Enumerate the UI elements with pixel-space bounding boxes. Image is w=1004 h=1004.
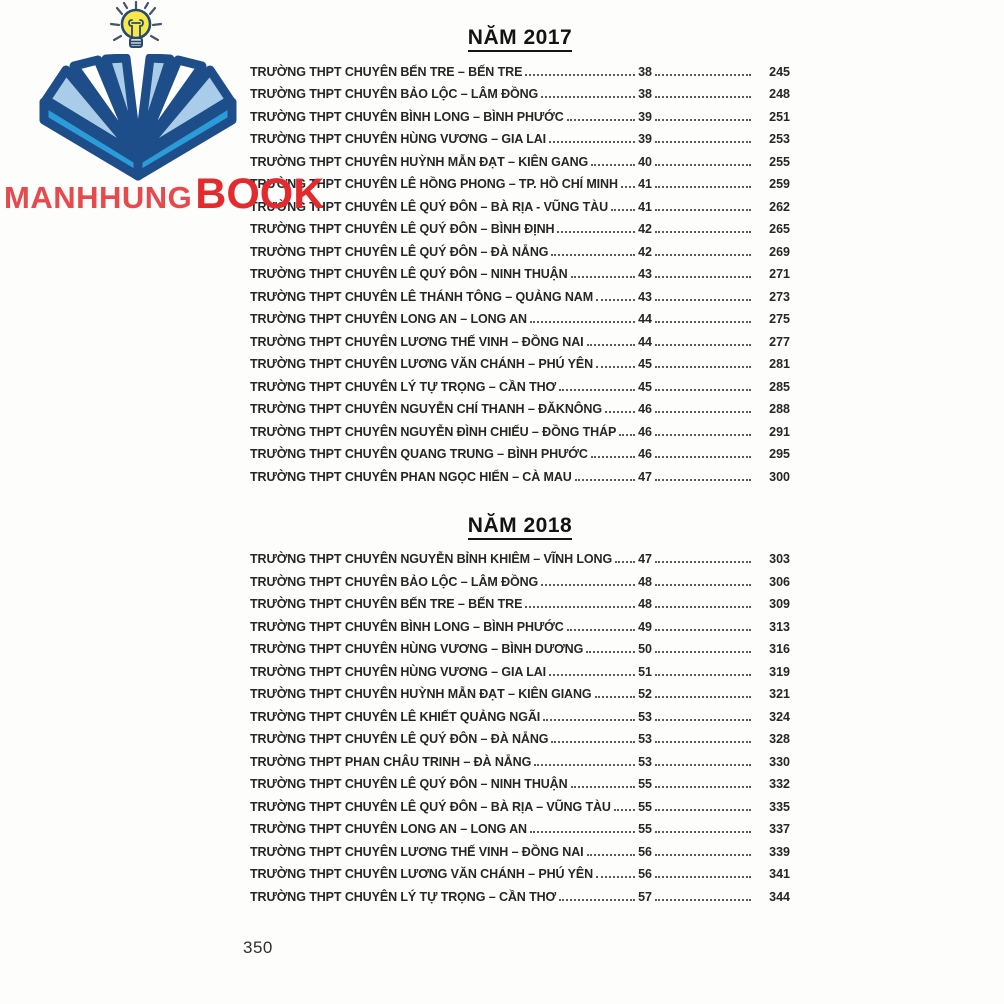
dot-leader [655,186,751,188]
dot-leader [541,96,635,98]
dot-leader [655,809,751,811]
toc-entry [250,769,790,792]
entry-exam-page: 56 [638,867,652,881]
dot-leader [586,651,635,653]
entry-exam-page: 56 [638,844,652,859]
dot-leader [655,629,751,631]
entry-answer-page: 341 [769,867,790,881]
entry-answer-page: 291 [769,424,790,439]
entry-answer-page: 335 [769,799,790,814]
dot-leader [655,899,751,901]
dot-leader [605,411,635,413]
dot-leader [655,254,751,256]
toc-entry [250,281,790,304]
dot-leader [530,831,635,833]
toc-entry [250,656,790,679]
toc-entry [250,371,790,394]
brand-text-manhhung: MANHHUNG [4,180,193,215]
toc-entry [250,746,790,769]
toc-entry [250,79,790,102]
entry-answer-page: 306 [769,574,790,589]
entry-exam-page: 41 [638,199,652,214]
entry-exam-page: 52 [638,687,652,701]
entry-answer-page: 275 [769,312,790,326]
entry-answer-page: 281 [769,357,790,371]
entry-title: TRƯỜNG THPT CHUYÊN LÊ HỒNG PHONG – TP. HỒ CHÍ MINH [250,177,618,191]
entry-answer-page: 324 [769,709,790,724]
dot-leader [551,254,635,256]
toc-entry [250,791,790,814]
toc-entry [250,101,790,124]
entry-exam-page: 47 [638,469,652,484]
toc-entry [250,259,790,282]
dot-leader [655,411,751,413]
entry-answer-page: 285 [769,379,790,394]
dot-leader [655,584,751,586]
entry-exam-page: 38 [638,87,652,101]
entry-title: TRƯỜNG THPT CHUYÊN BẢO LỘC – LÂM ĐỒNG [250,574,539,589]
entry-title: TRƯỜNG THPT CHUYÊN PHAN NGỌC HIỂN – CÀ MAU [250,469,572,484]
entry-exam-page: 38 [638,64,652,79]
dot-leader [549,141,635,143]
entry-exam-page: 48 [638,597,652,611]
section-heading-text: NĂM 2018 [468,514,572,540]
entry-title: TRƯỜNG THPT CHUYÊN HÙNG VƯƠNG – BÌNH DƯƠNG [250,642,584,656]
toc-entry [250,214,790,237]
entry-exam-page: 50 [638,642,652,656]
entry-answer-page: 309 [769,597,790,611]
dot-leader [614,809,635,811]
section-heading-2018 [250,514,790,538]
dot-leader [596,366,635,368]
brand-wordmark [4,170,324,219]
dot-leader [655,786,751,788]
entry-title: TRƯỜNG THPT CHUYÊN BẾN TRE – BẾN TRE [250,597,523,611]
entry-title: TRƯỜNG THPT CHUYÊN BÌNH LONG – BÌNH PHƯỚC [250,619,564,634]
entry-exam-page: 53 [638,754,652,769]
toc-entry [250,566,790,589]
entry-answer-page: 269 [769,244,790,259]
open-book-icon [36,54,240,182]
dot-leader [567,629,635,631]
entry-answer-page: 316 [769,642,790,656]
manhhung-book-logo [0,0,325,238]
entry-answer-page: 277 [769,334,790,349]
entry-exam-page: 46 [638,402,652,416]
toc-entry [250,56,790,79]
entry-answer-page: 262 [769,199,790,214]
dot-leader [587,344,636,346]
entry-exam-page: 41 [638,177,652,191]
dot-leader [655,764,751,766]
entry-exam-page: 57 [638,889,652,904]
dot-leader [655,209,751,211]
entry-answer-page: 337 [769,822,790,836]
entry-exam-page: 39 [638,132,652,146]
entry-title: TRƯỜNG THPT CHUYÊN HÙNG VƯƠNG – GIA LAI [250,132,547,146]
toc-entry [250,589,790,612]
entry-title: TRƯỜNG THPT CHUYÊN BẾN TRE – BẾN TRE [250,64,523,79]
entry-title: TRƯỜNG THPT CHUYÊN LÊ THÁNH TÔNG – QUẢNG NAM [250,289,594,304]
entry-exam-page: 43 [638,289,652,304]
entry-title: TRƯỜNG THPT CHUYÊN LƯƠNG VĂN CHÁNH – PHÚ YÊN [250,357,594,371]
toc-entry [250,544,790,567]
entry-title: TRƯỜNG THPT CHUYÊN NGUYỄN CHÍ THANH – ĐĂKNÔNG [250,402,602,416]
entry-exam-page: 46 [638,424,652,439]
dot-leader [655,321,751,323]
section-heading-text: NĂM 2017 [468,26,572,52]
entry-exam-page: 55 [638,799,652,814]
dot-leader [525,74,635,76]
entry-answer-page: 245 [769,64,790,79]
section-heading-2017 [250,26,790,50]
entry-title: TRƯỜNG THPT CHUYÊN HUỲNH MẪN ĐẠT – KIÊN GANG [250,154,589,169]
entry-exam-page: 40 [638,154,652,169]
toc-entry [250,349,790,372]
entry-answer-page: 251 [769,109,790,124]
toc-entry [250,416,790,439]
dot-leader [530,321,635,323]
entry-answer-page: 273 [769,289,790,304]
toc-entry [250,679,790,702]
dot-leader [557,231,635,233]
toc-entry [250,304,790,327]
dot-leader [541,584,635,586]
toc-entry [250,724,790,747]
entry-exam-page: 45 [638,357,652,371]
toc-section-2018 [250,514,790,904]
dot-leader [655,366,751,368]
dot-leader [549,674,635,676]
entry-title: TRƯỜNG THPT CHUYÊN LƯƠNG THẾ VINH – ĐỒNG NAI [250,844,584,859]
entry-title: TRƯỜNG THPT PHAN CHÂU TRINH – ĐÀ NẴNG [250,754,532,769]
dot-leader [655,606,751,608]
dot-leader [655,719,751,721]
entry-answer-page: 295 [769,447,790,461]
entry-title: TRƯỜNG THPT CHUYÊN BÌNH LONG – BÌNH PHƯỚC [250,109,564,124]
entry-title: TRƯỜNG THPT CHUYÊN LÊ QUÝ ĐÔN – BÌNH ĐỊNH [250,222,555,236]
dot-leader [559,899,635,901]
dot-leader [655,561,751,563]
entry-title: TRƯỜNG THPT CHUYÊN LÊ QUÝ ĐÔN – ĐÀ NẴNG [250,244,549,259]
dot-leader [655,299,751,301]
dot-leader [655,651,751,653]
toc-entry [250,701,790,724]
toc-section-2017 [250,26,790,484]
dot-leader [587,854,636,856]
entry-title: TRƯỜNG THPT CHUYÊN LÊ QUÝ ĐÔN – BÀ RỊA - VŨNG TÀU [250,199,609,214]
dot-leader [655,741,751,743]
entry-exam-page: 48 [638,574,652,589]
dot-leader [571,786,636,788]
entry-title: TRƯỜNG THPT CHUYÊN HUỲNH MẪN ĐẠT – KIÊN GIANG [250,687,592,701]
entry-title: TRƯỜNG THPT CHUYÊN LƯƠNG VĂN CHÁNH – PHÚ YÊN [250,867,594,881]
dot-leader [655,854,751,856]
entry-title: TRƯỜNG THPT CHUYÊN NGUYỄN ĐÌNH CHIẾU – ĐỒNG THÁP [250,424,617,439]
entry-answer-page: 271 [769,267,790,281]
toc-entry [250,191,790,214]
entry-answer-page: 313 [769,619,790,634]
entry-answer-page: 321 [769,687,790,701]
entry-answer-page: 300 [769,469,790,484]
dot-leader [595,696,636,698]
entry-title: TRƯỜNG THPT CHUYÊN NGUYỄN BỈNH KHIÊM – VĨNH LONG [250,552,613,566]
entry-title: TRƯỜNG THPT CHUYÊN LÊ QUÝ ĐÔN – NINH THUẬN [250,777,568,791]
dot-leader [575,479,635,481]
brand-text-book: BOOK [195,170,325,218]
dot-leader [619,434,635,436]
dot-leader [591,164,635,166]
dot-leader [655,344,751,346]
toc-entry [250,326,790,349]
dot-leader [655,164,751,166]
toc-entry [250,634,790,657]
dot-leader [596,876,635,878]
entry-title: TRƯỜNG THPT CHUYÊN LÊ QUÝ ĐÔN – ĐÀ NẴNG [250,732,549,746]
dot-leader [655,831,751,833]
entry-answer-page: 328 [769,732,790,746]
toc-entry [250,124,790,147]
toc-entry [250,439,790,462]
entry-answer-page: 259 [769,177,790,191]
toc-entry [250,394,790,417]
entry-exam-page: 42 [638,244,652,259]
entry-exam-page: 39 [638,109,652,124]
dot-leader [551,741,635,743]
entry-exam-page: 53 [638,709,652,724]
entry-answer-page: 253 [769,132,790,146]
entry-exam-page: 45 [638,379,652,394]
entry-exam-page: 55 [638,777,652,791]
entry-answer-page: 255 [769,154,790,169]
dot-leader [655,456,751,458]
dot-leader [655,434,751,436]
dot-leader [543,719,635,721]
page-number: 350 [243,938,273,957]
toc-entry [250,814,790,837]
dot-leader [621,186,635,188]
dot-leader [655,74,751,76]
dot-leader [655,479,751,481]
toc-list-2018 [250,544,790,904]
entry-title: TRƯỜNG THPT CHUYÊN LONG AN – LONG AN [250,822,527,836]
entry-exam-page: 46 [638,447,652,461]
entry-exam-page: 43 [638,267,652,281]
dot-leader [655,876,751,878]
entry-title: TRƯỜNG THPT CHUYÊN HÙNG VƯƠNG – GIA LAI [250,664,547,679]
toc-list-2017 [250,56,790,484]
dot-leader [567,119,635,121]
dot-leader [655,96,751,98]
toc-entry [250,236,790,259]
entry-answer-page: 330 [769,754,790,769]
dot-leader [615,561,635,563]
toc-entry [250,146,790,169]
dot-leader [596,299,635,301]
entry-title: TRƯỜNG THPT CHUYÊN QUANG TRUNG – BÌNH PHƯỚC [250,447,588,461]
table-of-contents [250,26,790,904]
entry-title: TRƯỜNG THPT CHUYÊN LONG AN – LONG AN [250,312,527,326]
entry-title: TRƯỜNG THPT CHUYÊN LÊ QUÝ ĐÔN – BÀ RỊA – VŨNG TÀU [250,799,611,814]
dot-leader [611,209,635,211]
entry-answer-page: 288 [769,402,790,416]
dot-leader [655,696,751,698]
dot-leader [525,606,635,608]
dot-leader [655,674,751,676]
toc-entry [250,169,790,192]
toc-entry [250,881,790,904]
entry-answer-page: 248 [769,87,790,101]
dot-leader [655,231,751,233]
dot-leader [655,141,751,143]
entry-answer-page: 265 [769,222,790,236]
entry-title: TRƯỜNG THPT CHUYÊN LÊ QUÝ ĐÔN – NINH THUẬN [250,267,568,281]
entry-answer-page: 319 [769,664,790,679]
dot-leader [655,119,751,121]
entry-title: TRƯỜNG THPT CHUYÊN LÝ TỰ TRỌNG – CẦN THƠ [250,889,557,904]
entry-exam-page: 42 [638,222,652,236]
entry-title: TRƯỜNG THPT CHUYÊN LÝ TỰ TRỌNG – CẦN THƠ [250,379,557,394]
entry-title: TRƯỜNG THPT CHUYÊN LƯƠNG THẾ VINH – ĐỒNG NAI [250,334,584,349]
dot-leader [655,276,751,278]
dot-leader [591,456,635,458]
dot-leader [571,276,636,278]
entry-answer-page: 339 [769,844,790,859]
entry-exam-page: 44 [638,334,652,349]
entry-exam-page: 51 [638,664,652,679]
dot-leader [655,389,751,391]
entry-title: TRƯỜNG THPT CHUYÊN LÊ KHIẾT QUẢNG NGÃI [250,709,541,724]
entry-answer-page: 303 [769,552,790,566]
entry-exam-page: 55 [638,822,652,836]
toc-entry [250,859,790,882]
entry-exam-page: 44 [638,312,652,326]
dot-leader [559,389,635,391]
toc-entry [250,461,790,484]
entry-answer-page: 332 [769,777,790,791]
entry-exam-page: 47 [638,552,652,566]
entry-exam-page: 49 [638,619,652,634]
entry-answer-page: 344 [769,889,790,904]
toc-entry [250,836,790,859]
dot-leader [534,764,635,766]
entry-exam-page: 53 [638,732,652,746]
toc-entry [250,611,790,634]
entry-title: TRƯỜNG THPT CHUYÊN BẢO LỘC – LÂM ĐỒNG [250,87,539,101]
